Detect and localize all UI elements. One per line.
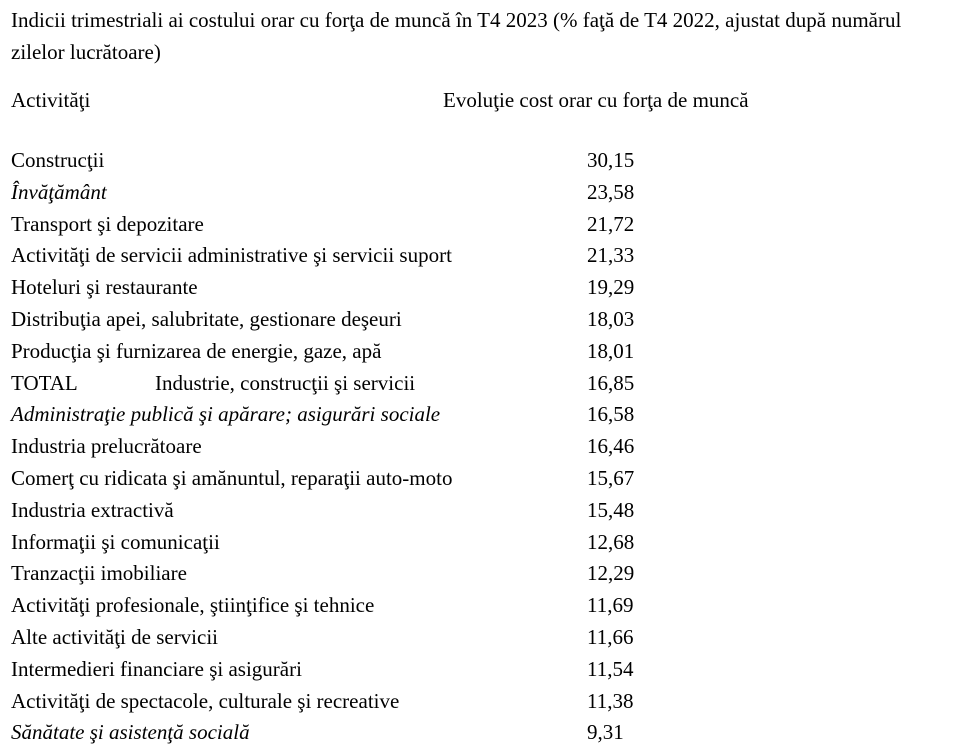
table-row [0,398,954,430]
cost-index-value: 12,29 [587,561,635,586]
cost-index-value: 12,68 [587,529,635,554]
activity-label: Sănătate şi asistenţă socială [11,720,250,745]
table-row [0,653,954,685]
activity-label: Învăţământ [11,179,107,204]
table-row [0,526,954,558]
activity-label: Alte activităţi de servicii [11,624,219,649]
column-header-value: Evoluţie cost orar cu forţa de muncă [443,88,749,112]
cost-index-value: 11,38 [587,688,634,713]
cost-index-value: 15,67 [587,465,635,490]
table-row [0,335,954,367]
cost-index-value: 18,01 [587,338,635,363]
activity-label: Activităţi de spectacole, culturale şi recreative [11,688,400,713]
activity-label: Transport şi depozitare [11,211,204,236]
cost-index-value: 16,85 [587,370,635,395]
cost-index-value: 30,15 [587,148,635,172]
table-row [0,367,954,399]
table-row [0,685,954,717]
activity-label: Distribuţia apei, salubritate, gestionare deşeuri [11,306,402,331]
cost-index-value: 18,03 [587,306,635,331]
activity-label: Tranzacţii imobiliare [11,561,187,586]
activity-label: Administraţie publică şi apărare; asigurări sociale [11,402,441,427]
activity-label: Activităţi de servicii administrative şi servicii suport [11,243,452,268]
table-row [0,557,954,589]
activity-label: Industria prelucrătoare [11,434,202,459]
data-table [0,144,954,748]
column-header-activity: Activităţi [11,88,91,112]
table-row [0,589,954,621]
activity-label: Intermedieri financiare şi asigurări [11,656,302,681]
table-row [0,430,954,462]
cost-index-value: 23,58 [587,179,635,204]
activity-label [11,367,415,399]
activity-label-text: Industrie, construcţii şi servicii [155,370,416,395]
table-row [0,176,954,208]
table-row [0,208,954,240]
table-row [0,303,954,335]
activity-label: Informaţii şi comunicaţii [11,529,220,554]
table-row [0,621,954,653]
table-row [0,716,954,748]
cost-index-value: 9,31 [587,720,624,745]
table-row [0,494,954,526]
cost-index-value: 11,66 [587,624,634,649]
cost-index-value: 19,29 [587,275,635,300]
cost-index-value: 15,48 [587,497,635,522]
cost-index-value: 11,69 [587,593,634,618]
document-title: Indicii trimestriali ai costului orar cu forţa de muncă în T4 2023 (% faţă de T4 2022, ajustat după numărul zilelor lucrătoare) [11,8,902,64]
table-row [0,462,954,494]
table-row [0,271,954,303]
cost-index-value: 11,54 [587,656,634,681]
activity-label: Hoteluri şi restaurante [11,275,198,300]
cost-index-value: 21,72 [587,211,635,236]
cost-index-value: 16,46 [587,434,635,459]
activity-label: Construcţii [11,148,105,172]
activity-label: Comerţ cu ridicata şi amănuntul, reparaţii auto-moto [11,465,453,490]
activity-label: Activităţi profesionale, ştiinţifice şi tehnice [11,593,375,618]
cost-index-value: 21,33 [587,243,635,268]
table-row [0,239,954,271]
table-row [0,144,954,176]
total-tag: TOTAL [11,370,78,395]
cost-index-value: 16,58 [587,402,635,427]
activity-label: Industria extractivă [11,497,174,522]
activity-label: Producţia şi furnizarea de energie, gaze, apă [11,338,382,363]
